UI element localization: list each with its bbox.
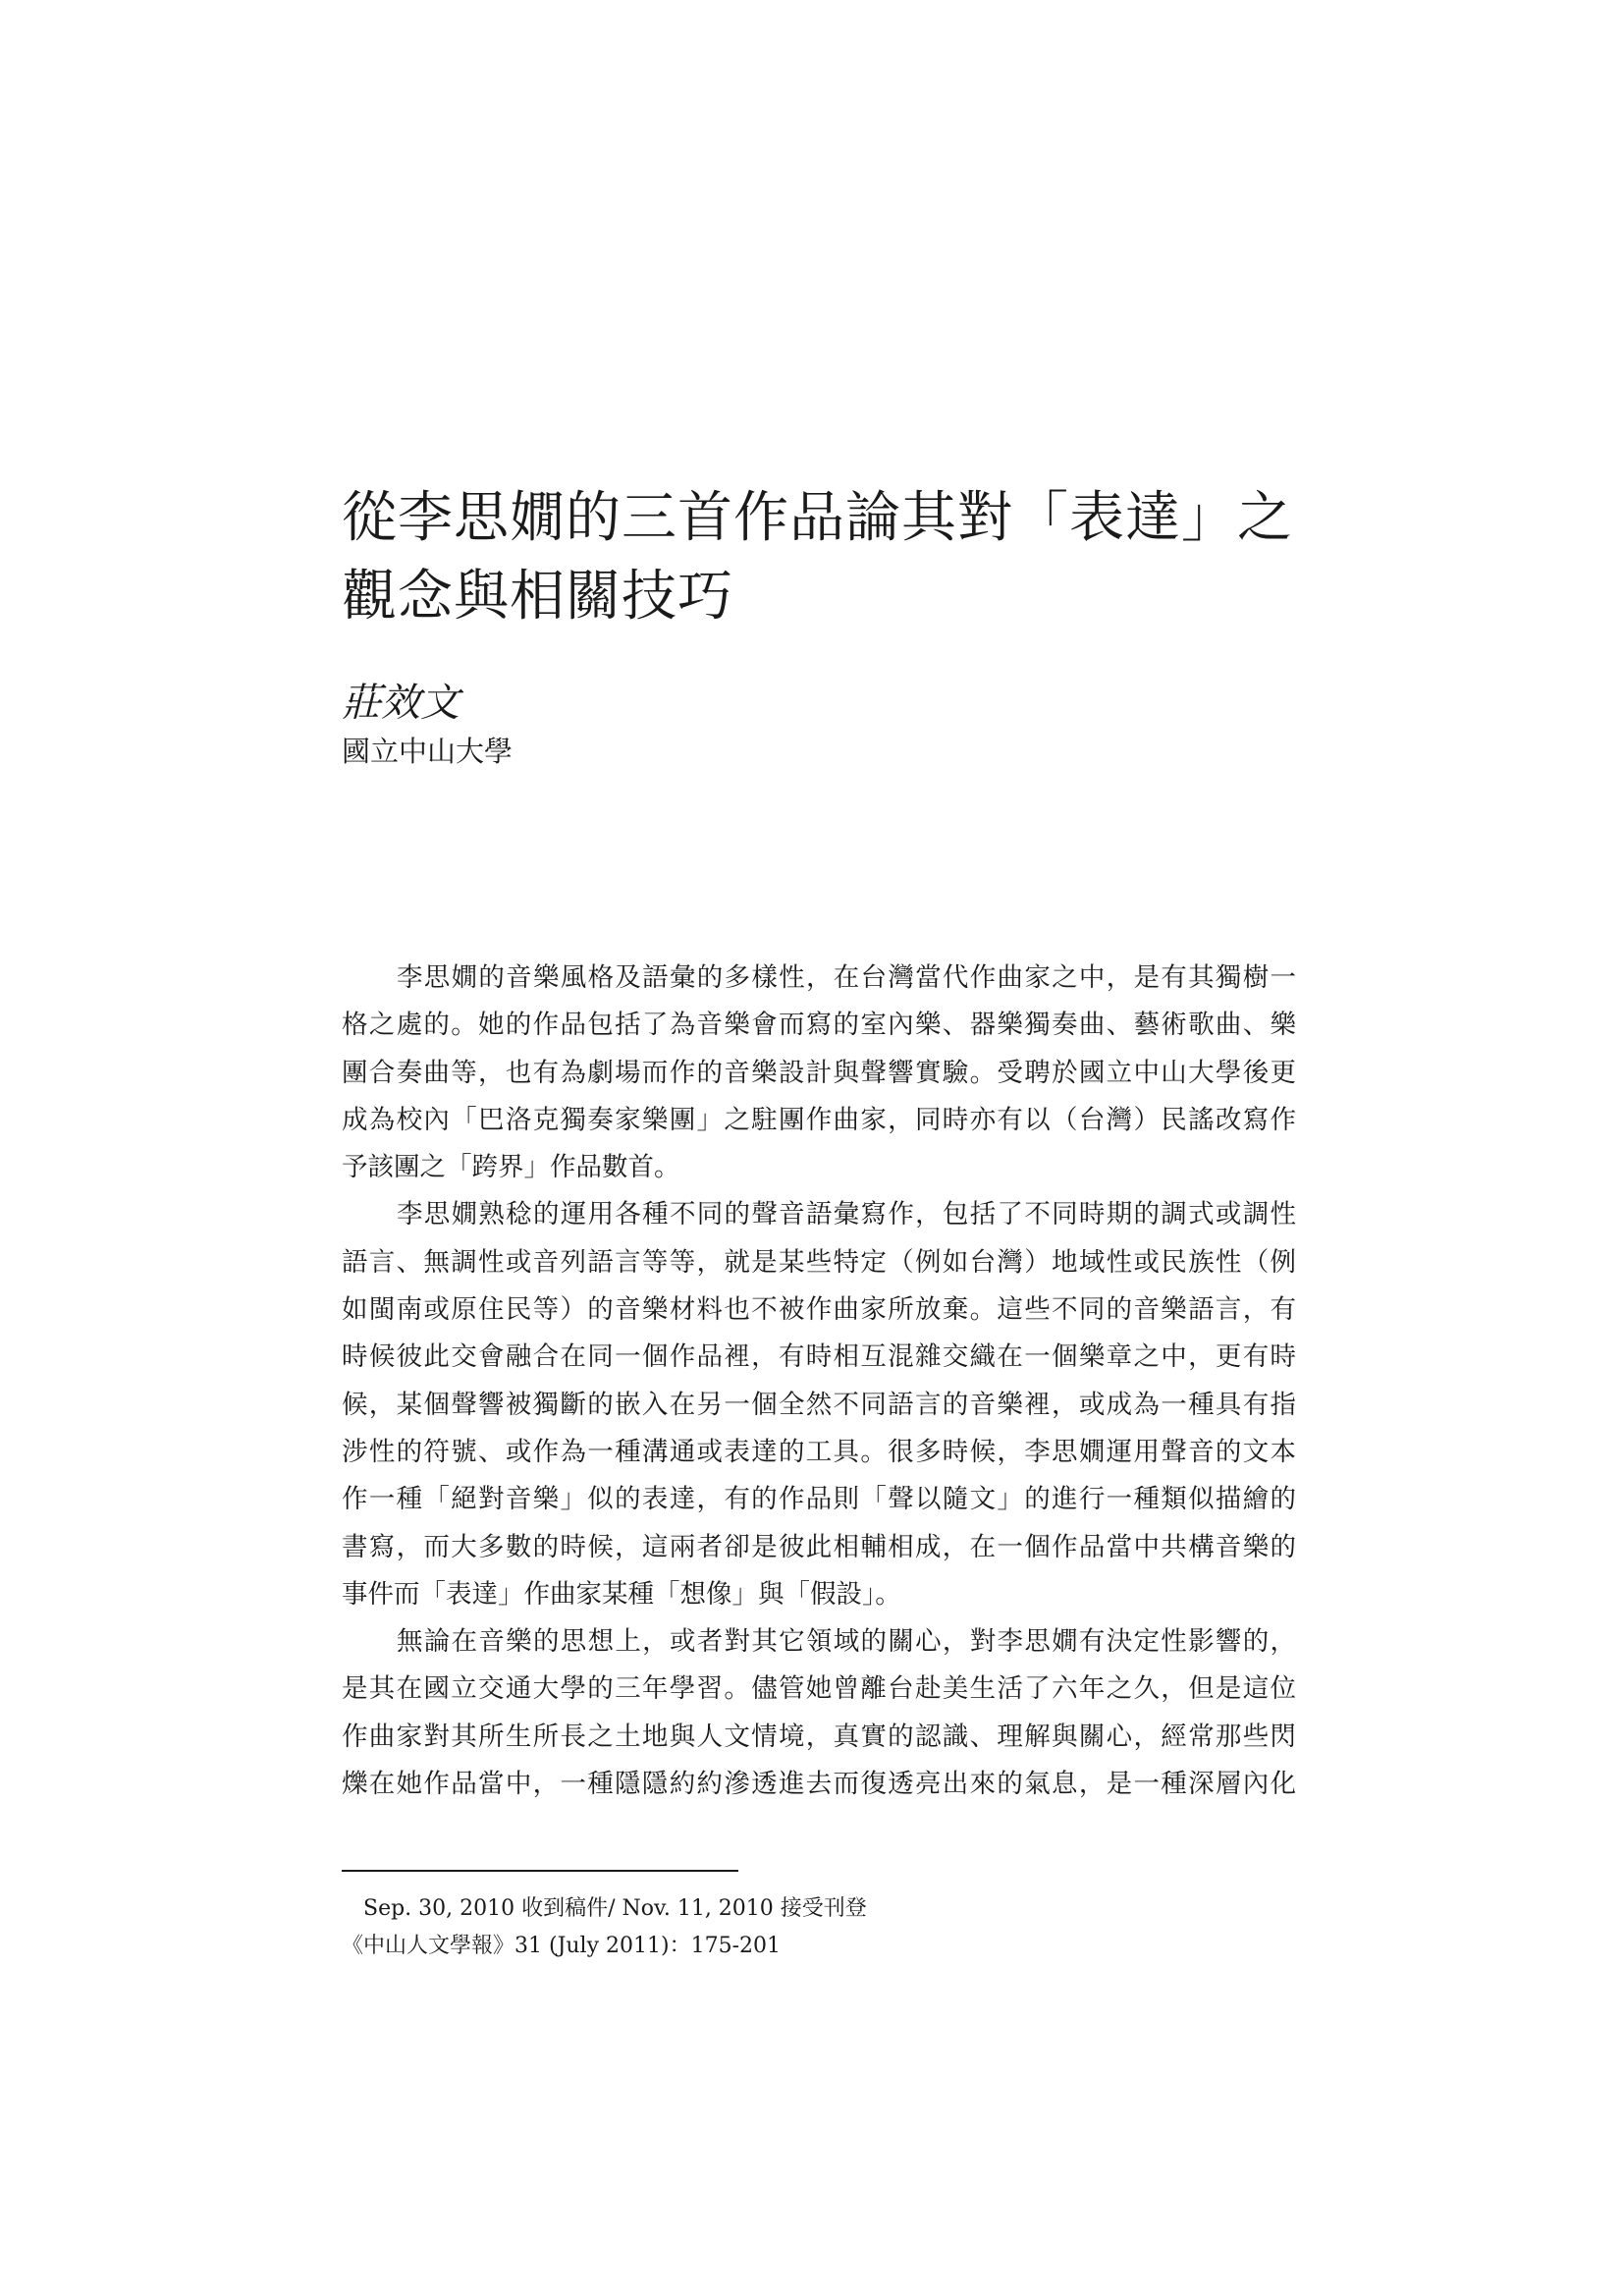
paragraph-1	[342, 955, 1296, 1191]
body-text	[342, 955, 1296, 1808]
text-line: 李思嫺熟稔的運用各種不同的聲音語彙寫作，包括了不同時期的調式或調性	[397, 1199, 1296, 1230]
text-line: 涉性的符號、或作為一種溝通或表達的工具。很多時候，李思嫺運用聲音的文本	[342, 1436, 1296, 1467]
text-line: 是其在國立交通大學的三年學習。儘管她曾離台赴美生活了六年之久，但是這位	[342, 1673, 1296, 1705]
footnote-citation: 《中山人文學報》31 (July 2011)：175-201	[342, 1934, 782, 1958]
text-line: 作一種「絕對音樂」似的表達，有的作品則「聲以隨文」的進行一種類似描繪的	[342, 1484, 1296, 1515]
title-line-1: 從李思嫺的三首作品論其對「表達」之	[342, 486, 1293, 550]
text-line: 候，某個聲響被獨斷的嵌入在另一個全然不同語言的音樂裡，或成為一種具有指	[342, 1389, 1296, 1420]
text-line: 事件而「表達」作曲家某種「想像」與「假設」。	[342, 1578, 901, 1610]
text-line: 爍在她作品當中，一種隱隱約約滲透進去而復透亮出來的氣息，是一種深層內化	[342, 1769, 1296, 1800]
text-line: 予該團之「跨界」作品數首。	[342, 1152, 680, 1183]
author-affiliation: 國立中山大學	[342, 735, 514, 768]
footnote-divider	[342, 1870, 738, 1872]
text-line: 無論在音樂的思想上，或者對其它領域的關心，對李思嫺有決定性影響的，	[397, 1626, 1296, 1658]
text-line: 李思嫺的音樂風格及語彙的多樣性，在台灣當代作曲家之中，是有其獨樹一	[397, 962, 1296, 993]
paper-title	[342, 479, 1304, 636]
text-line: 作曲家對其所生所長之土地與人文情境，真實的認識、理解與關心，經常那些閃	[342, 1721, 1296, 1752]
paragraph-2	[342, 1191, 1296, 1618]
title-line-2: 觀念與相關技巧	[342, 565, 733, 629]
text-line: 團合奏曲等，也有為劇場而作的音樂設計與聲響實驗。受聘於國立中山大學後更	[342, 1057, 1296, 1088]
author-name: 莊效文	[342, 681, 460, 726]
text-line: 如閩南或原住民等）的音樂材料也不被作曲家所放棄。這些不同的音樂語言，有	[342, 1294, 1296, 1326]
footnote-received-date: Sep. 30, 2010 收到稿件/ Nov. 11, 2010 接受刊登	[363, 1896, 867, 1921]
paragraph-3	[342, 1618, 1296, 1808]
text-line: 成為校內「巴洛克獨奏家樂團」之駐團作曲家，同時亦有以（台灣）民謠改寫作	[342, 1104, 1296, 1135]
text-line: 書寫，而大多數的時候，這兩者卻是彼此相輔相成，在一個作品當中共構音樂的	[342, 1531, 1296, 1562]
text-line: 語言、無調性或音列語言等等，就是某些特定（例如台灣）地域性或民族性（例	[342, 1246, 1296, 1278]
text-line: 格之處的。她的作品包括了為音樂會而寫的室內樂、器樂獨奏曲、藝術歌曲、樂	[342, 1010, 1296, 1041]
text-line: 時候彼此交會融合在同一個作品裡，有時相互混雜交織在一個樂章之中，更有時	[342, 1341, 1296, 1373]
